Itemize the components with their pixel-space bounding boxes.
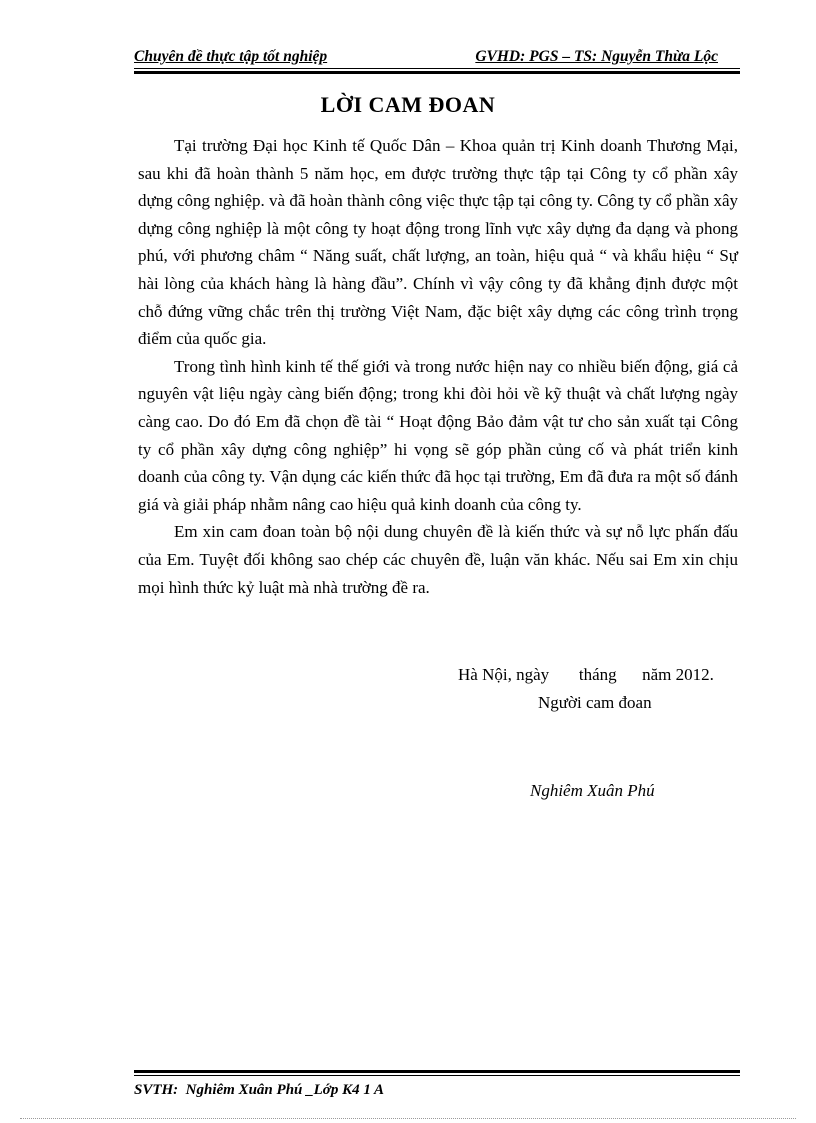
page-footer: SVTH: Nghiêm Xuân Phú _Lớp K4 1 A [134,1082,385,1098]
page-header [134,48,740,68]
page-edge-dotted-line [20,1118,796,1119]
paragraph-3: Em xin cam đoan toàn bộ nội dung chuyên đề là kiến thức và sự nỗ lực phấn đấu của Em. Tuyệt đối không sao chép các chuyên đề, luận văn khác. Nếu sai Em xin chịu mọi hình thức kỷ luật mà nhà trường đề ra. [138,522,738,597]
signer-label: Người cam đoan [538,693,652,712]
header-advisor: GVHD: PGS – TS: Nguyễn Thừa Lộc [475,48,718,65]
signature-name: Nghiêm Xuân Phú [530,781,655,800]
date-line: Hà Nội, ngày tháng năm 2012. [458,665,714,684]
footer-rule-thick [134,1070,740,1073]
footer-rule-thin [134,1075,740,1076]
document-body [138,132,738,601]
page-title: LỜI CAM ĐOAN [320,92,496,117]
header-course-title: Chuyên đề thực tập tốt nghiệp [134,48,328,65]
paragraph-2: Trong tình hình kinh tế thế giới và trong nước hiện nay co nhiều biến động, giá cả nguyên vật liệu ngày càng biến động; trong khi đòi hỏi về kỹ thuật và chất lượng ngày càng cao. Do đó Em đã chọn đề tài “ Hoạt động Bảo đảm vật tư cho sản xuất tại Công ty cổ phần xây dựng công nghiệp” hi vọng sẽ góp phần củng cố và phát triển kinh doanh của công ty. Vận dụng các kiến thức đã học tại trường, Em đã đưa ra một số đánh giá và giải pháp nhằm nâng cao hiệu quả kinh doanh của công ty. [138,356,738,514]
paragraph-1: Tại trường Đại học Kinh tế Quốc Dân – Khoa quản trị Kinh doanh Thương Mại, sau khi đã hoàn thành 5 năm học, em được trường thực tập tại Công ty cổ phần xây dựng công nghiệp. và đã hoàn thành công việc thực tập tại công ty. Công ty cổ phần xây dựng công nghiệp là một công ty hoạt động trong lĩnh vực xây dựng đa dạng và phong phú, với phương châm “ Năng suất, chất lượng, an toàn, hiệu quả “ và khẩu hiệu “ Sự hài lòng của khách hàng là hàng đầu”. Chính vì vậy công ty đã khẳng định được một chỗ đứng vững chắc trên thị trường Việt Nam, đặc biệt xây dựng các công trình trọng điểm của quốc gia. [138,136,738,349]
header-rule-thick [134,71,740,74]
header-rule-thin [134,68,740,69]
